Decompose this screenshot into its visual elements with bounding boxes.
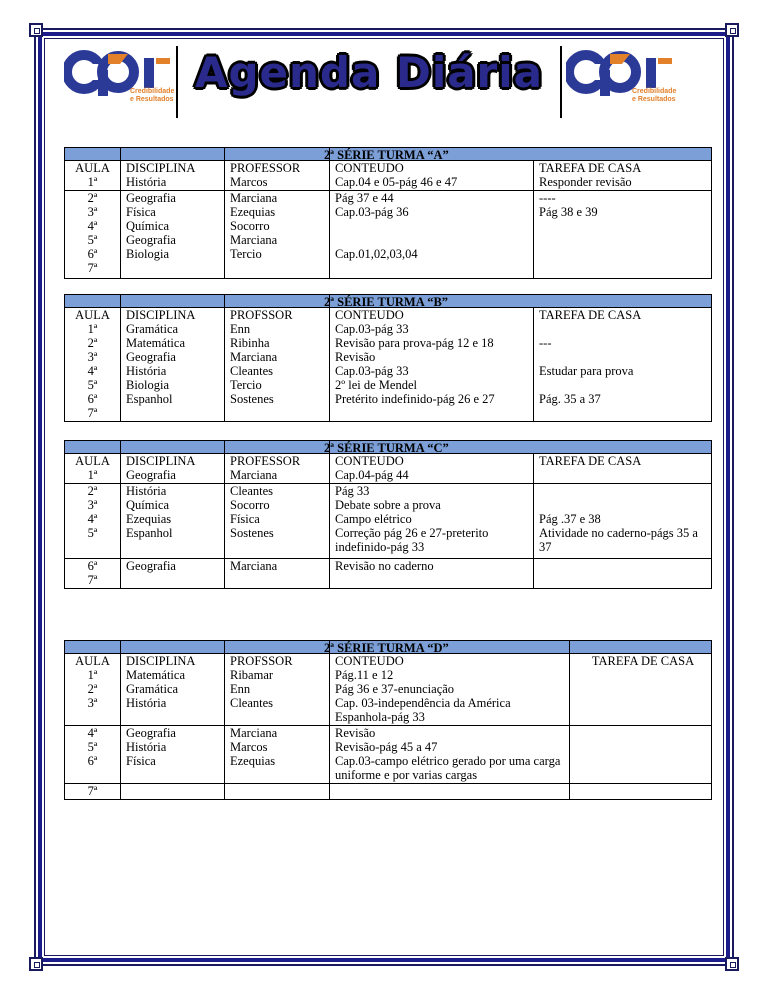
disciplina-list: História Química Ezequias Espanhol <box>121 484 225 559</box>
schedule-table-turma-a <box>64 147 712 279</box>
cpi-logo-right <box>566 50 686 114</box>
conteudo-list: Pág 33 Debate sobre a prova Campo elétrico Correção pág 26 e 27-preterito indefinido-pág 33 <box>330 484 534 559</box>
disciplina-cell <box>121 784 225 800</box>
table-header-row <box>65 454 712 484</box>
aula-header: AULA <box>75 454 110 468</box>
corner-ornament <box>725 23 739 37</box>
table-title: 2ª SÉRIE TURMA “A” <box>324 148 449 162</box>
conteudo-list: Revisão Revisão-pág 45 a 47 Cap.03-campo elétrico gerado por uma carga uniforme e por varias cargas <box>330 726 570 784</box>
professor-cell: Marcos <box>230 175 268 189</box>
table-row <box>65 559 712 589</box>
conteudo-list: CONTEUDO Cap.03-pág 33 Revisão para prova-pág 12 e 18 Revisão Cap.03-pág 33 2º lei de Mendel Pretérito indefinido-pág 26 e 27 <box>330 308 534 422</box>
tarefa-list: TAREFA DE CASA --- Estudar para prova Pág. 35 a 37 <box>534 308 712 422</box>
corner-ornament <box>29 23 43 37</box>
aula-list: 6ª 7ª <box>65 559 121 589</box>
logo-tagline: Credibilidade e Resultados <box>632 88 677 103</box>
aula-list: 2ª 3ª 4ª 5ª 6ª 7ª <box>65 191 121 279</box>
header-divider <box>560 46 562 118</box>
aula-cell: 7ª <box>65 784 121 800</box>
aula-cell: 1ª <box>87 468 98 482</box>
corner-ornament <box>29 957 43 971</box>
conteudo-header: CONTEUDO <box>335 161 404 175</box>
disciplina-cell: Geografia <box>121 559 225 589</box>
aula-list: 4ª 5ª 6ª <box>65 726 121 784</box>
tarefa-cell <box>570 784 712 800</box>
tarefa-list: ---- Pág 38 e 39 <box>534 191 712 279</box>
disciplina-cell: História <box>126 175 167 189</box>
disciplina-cell: Geografia <box>126 468 176 482</box>
schedule-table-turma-b <box>64 294 712 422</box>
professor-list: PROFSSOR Ribamar Enn Cleantes <box>225 654 330 726</box>
conteudo-cell: Cap.04-pág 44 <box>335 468 409 482</box>
professor-cell <box>225 784 330 800</box>
table-row <box>65 784 712 800</box>
professor-header: PROFESSOR <box>230 161 301 175</box>
disciplina-header: DISCIPLINA <box>126 454 196 468</box>
page-header <box>64 44 704 120</box>
table-row <box>65 191 712 279</box>
tarefa-cell: Responder revisão <box>539 175 632 189</box>
table-row <box>65 308 712 422</box>
disciplina-list: Geografia Física Química Geografia Biologia <box>121 191 225 279</box>
tarefa-cell <box>570 726 712 784</box>
professor-cell: Marciana <box>230 468 278 482</box>
conteudo-header: CONTEUDO <box>335 454 404 468</box>
professor-list: PROFSSOR Enn Ribinha Marciana Cleantes Tercio Sostenes <box>225 308 330 422</box>
disciplina-list: Geografia História Física <box>121 726 225 784</box>
tarefa-header: TAREFA DE CASA <box>539 161 642 175</box>
table-title: 2ª SÉRIE TURMA “C” <box>324 441 449 455</box>
table-row <box>65 726 712 784</box>
conteudo-cell <box>330 784 570 800</box>
table-title: 2ª SÉRIE TURMA “D” <box>324 641 449 655</box>
professor-cell: Marciana <box>225 559 330 589</box>
disciplina-list: DISCIPLINA Matemática Gramática História <box>121 654 225 726</box>
table-title: 2ª SÉRIE TURMA “B” <box>324 295 449 309</box>
professor-list: Cleantes Socorro Física Sostenes <box>225 484 330 559</box>
header-divider <box>176 46 178 118</box>
table-row <box>65 654 712 726</box>
conteudo-cell: Revisão no caderno <box>330 559 534 589</box>
table-header-row <box>65 161 712 191</box>
aula-list: 2ª 3ª 4ª 5ª <box>65 484 121 559</box>
table-band <box>65 148 712 161</box>
corner-ornament <box>725 957 739 971</box>
aula-cell: 1ª <box>87 175 98 189</box>
schedule-table-turma-d <box>64 640 712 800</box>
professor-header: PROFESSOR <box>230 454 301 468</box>
tarefa-list: Pág .37 e 38 Atividade no caderno-págs 35 a 37 <box>534 484 712 559</box>
table-row <box>65 484 712 559</box>
conteudo-cell: Cap.04 e 05-pág 46 e 47 <box>335 175 458 189</box>
cpi-logo-left <box>64 50 184 114</box>
tarefa-cell <box>534 559 712 589</box>
logo-tagline: Credibilidade e Resultados <box>130 88 175 103</box>
professor-list: Marciana Marcos Ezequias <box>225 726 330 784</box>
professor-list: Marciana Ezequias Socorro Marciana Tercio <box>225 191 330 279</box>
aula-list: AULA 1ª 2ª 3ª <box>65 654 121 726</box>
conteudo-list: CONTEUDO Pág.11 e 12 Pág 36 e 37-enunciação Cap. 03-independência da América Espanhola-pág 33 <box>330 654 570 726</box>
schedule-table-turma-c <box>64 440 712 589</box>
table-band <box>65 641 712 654</box>
conteudo-list: Pág 37 e 44 Cap.03-pág 36 Cap.01,02,03,04 <box>330 191 534 279</box>
table-band <box>65 295 712 308</box>
disciplina-list: DISCIPLINA Gramática Matemática Geografia História Biologia Espanhol <box>121 308 225 422</box>
table-band <box>65 441 712 454</box>
aula-header: AULA <box>75 161 110 175</box>
tarefa-header: TAREFA DE CASA <box>570 654 712 726</box>
disciplina-header: DISCIPLINA <box>126 161 196 175</box>
aula-list: AULA 1ª 2ª 3ª 4ª 5ª 6ª 7ª <box>65 308 121 422</box>
tarefa-header: TAREFA DE CASA <box>539 454 642 468</box>
page-title: Agenda Diária <box>194 48 544 97</box>
